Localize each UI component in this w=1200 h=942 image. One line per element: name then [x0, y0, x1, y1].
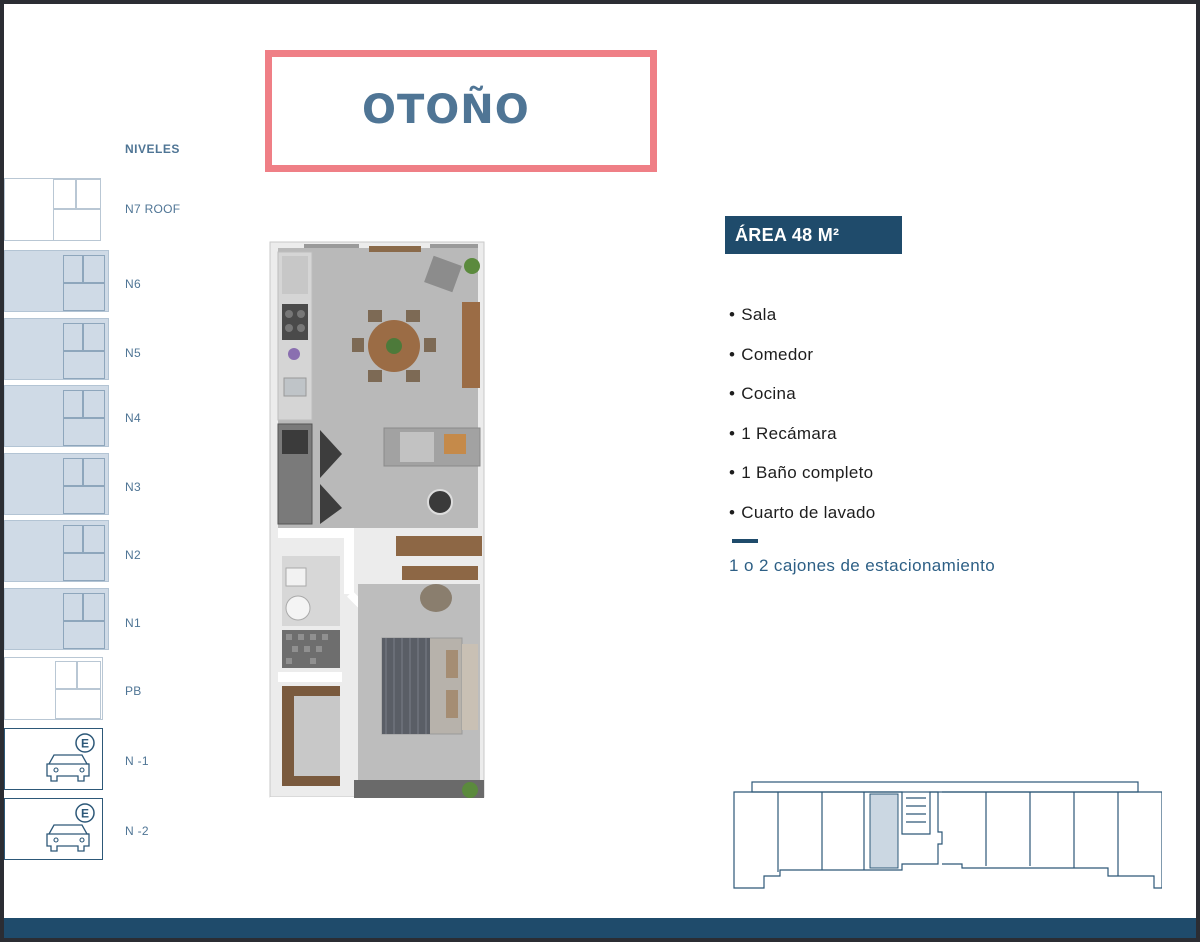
- level-label-n-minus-2[interactable]: N -2: [125, 824, 149, 838]
- unit-outline: [83, 255, 105, 283]
- level-label-n7-roof[interactable]: N7 ROOF: [125, 202, 181, 216]
- level-thumb-n2[interactable]: [4, 520, 109, 582]
- feature-list: [729, 304, 876, 541]
- accent-divider: [732, 539, 758, 543]
- unit-outline: [63, 525, 83, 553]
- unit-outline: [83, 323, 105, 351]
- footer-bar: [4, 918, 1196, 938]
- unit-outline: [53, 179, 76, 209]
- level-label-n4[interactable]: N4: [125, 411, 141, 425]
- feature-item: • Cocina: [729, 384, 796, 403]
- level-thumb-n-minus-1[interactable]: [4, 728, 103, 790]
- unit-outline: [55, 661, 77, 689]
- level-thumb-n6[interactable]: [4, 250, 109, 312]
- unit-outline: [63, 486, 105, 514]
- unit-outline: [63, 351, 105, 379]
- unit-outline: [63, 283, 105, 311]
- levels-heading: NIVELES: [125, 142, 180, 156]
- unit-outline: [55, 689, 101, 719]
- unit-outline: [83, 458, 105, 486]
- unit-outline: [53, 209, 101, 241]
- feature-item: • 1 Baño completo: [729, 463, 874, 482]
- level-thumb-n1[interactable]: [4, 588, 109, 650]
- parking-badge-letter: E: [80, 736, 90, 751]
- unit-outline: [63, 458, 83, 486]
- unit-outline: [76, 179, 101, 209]
- level-label-n2[interactable]: N2: [125, 548, 141, 562]
- unit-outline: [83, 390, 105, 418]
- brochure-page: [4, 4, 1196, 938]
- unit-outline: [77, 661, 101, 689]
- level-thumb-n-minus-2[interactable]: [4, 798, 103, 860]
- feature-item: • Sala: [729, 305, 777, 324]
- feature-item: • Cuarto de lavado: [729, 502, 876, 522]
- level-label-n3[interactable]: N3: [125, 480, 141, 494]
- parking-car-icon: [5, 729, 101, 788]
- level-label-n-minus-1[interactable]: N -1: [125, 754, 149, 768]
- unit-outline: [83, 593, 105, 621]
- building-key-plan: [730, 780, 1162, 892]
- level-label-pb[interactable]: PB: [125, 684, 142, 698]
- level-thumb-pb[interactable]: [4, 657, 103, 720]
- feature-item: • 1 Recámara: [729, 423, 837, 443]
- parking-car-icon: [5, 799, 101, 858]
- unit-outline: [63, 553, 105, 581]
- level-thumb-n5[interactable]: [4, 318, 109, 380]
- unit-outline: [63, 390, 83, 418]
- level-thumb-n3[interactable]: [4, 453, 109, 515]
- parking-note: 1 o 2 cajones de estacionamiento: [729, 556, 996, 575]
- unit-outline: [83, 525, 105, 553]
- parking-badge-letter: E: [80, 806, 90, 821]
- unit-outline: [63, 255, 83, 283]
- level-thumb-n7-roof[interactable]: [4, 178, 101, 241]
- level-label-n5[interactable]: N5: [125, 346, 141, 360]
- unit-outline: [63, 593, 83, 621]
- unit-title: OTOÑO: [362, 87, 530, 133]
- unit-outline: [63, 621, 105, 649]
- unit-highlight: [870, 794, 898, 868]
- level-thumb-n4[interactable]: [4, 385, 109, 447]
- floor-plan-illustration: [264, 234, 490, 804]
- feature-item: • Comedor: [729, 344, 814, 364]
- unit-outline: [63, 418, 105, 446]
- title-box: [265, 50, 657, 172]
- level-label-n1[interactable]: N1: [125, 616, 141, 630]
- area-badge: ÁREA 48 M²: [725, 216, 902, 254]
- level-label-n6[interactable]: N6: [125, 277, 141, 291]
- unit-outline: [63, 323, 83, 351]
